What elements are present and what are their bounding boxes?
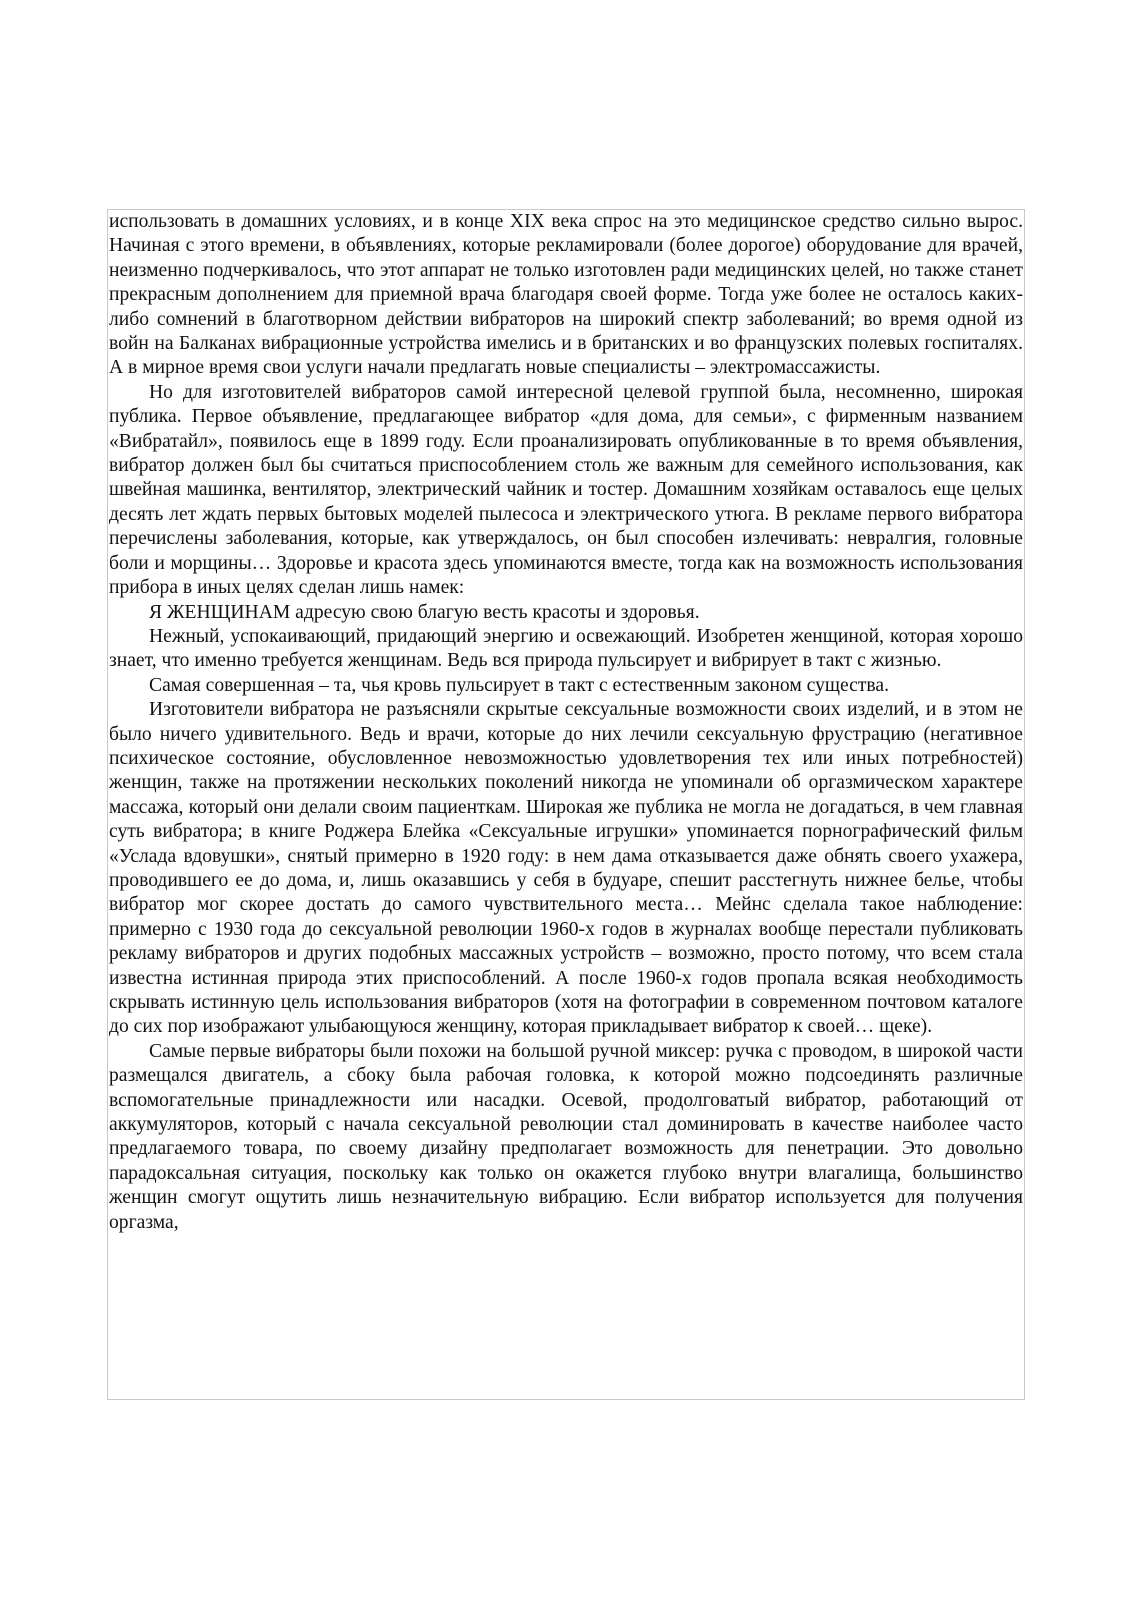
paragraph-2: Но для изготовителей вибраторов самой интересной целевой группой была, несомненно, широкая публика. Первое объявление, предлагающее вибратор «для дома, для семьи», с фирменным названием «Вибратайл», появилось еще в 1899 году. Если проанализировать опубликованные в то время объявления, вибратор должен был бы считаться приспособлением столь же важным для семейного использования, как швейная машинка, вентилятор, электрический чайник и тостер. Домашним хозяйкам оставалось еще целых десять лет ждать первых бытовых моделей пылесоса и электрического утюга. В рекламе первого вибратора перечислены заболевания, которые, как утверждалось, он был способен излечивать: невралгия, головные боли и морщины… Здоровье и красота здесь упоминаются вместе, тогда как на возможность использования прибора в иных целях сделан лишь намек: (109, 381, 1023, 599)
paragraph-6: Изготовители вибратора не разъясняли скрытые сексуальные возможности своих изделий, и в этом не было ничего удивительного. Ведь и врачи, которые до них лечили сексуальную фрустрацию (негативное психическое состояние, обусловленное невозможностью удовлетворения тех или иных потребностей) женщин, также на протяжении нескольких поколений никогда не упоминали об оргазмическом характере массажа, который они делали своим пациенткам. Широкая же публика не могла не догадаться, в чем главная суть вибратора; в книге Роджера Блейка «Сексуальные игрушки» упоминается порнографический фильм «Услада вдовушки», снятый примерно в 1920 году: в нем дама отказывается даже обнять своего ухажера, проводившего ее до дома, и, лишь оказавшись у себя в будуаре, спешит расстегнуть нижнее белье, чтобы вибратор мог скорее достать до самого чувствительного места… Мейнс сделала такое наблюдение: примерно с 1930 года до сексуальной революции 1960-х годов в журналах вообще перестали публиковать рекламу вибраторов и других подобных массажных устройств – возможно, просто потому, что всем стала известна истинная природа этих приспособлений. А после 1960-х годов пропала всякая необходимость скрывать истинную цель использования вибраторов (хотя на фотографии в современном почтовом каталоге до сих пор изображают улыбающуюся женщину, которая прикладывает вибратор к своей… щеке). (109, 699, 1023, 1038)
paragraph-3-quote-title: Я ЖЕНЩИНАМ адресую свою благую весть красоты и здоровья. (149, 601, 700, 623)
paragraph-7: Самые первые вибраторы были похожи на большой ручной миксер: ручка с проводом, в широкой части размещался двигатель, а сбоку была рабочая головка, к которой можно подсоединять различные вспомогательные принадлежности или насадки. Осевой, продолговатый вибратор, работающий от аккумуляторов, который с начала сексуальной революции стал доминировать в качестве наиболее часто предлагаемого товара, по своему дизайну предполагает возможность для пенетрации. Это довольно парадоксальная ситуация, поскольку как только он окажется глубоко внутри влагалища, большинство женщин смогут ощутить лишь незначительную вибрацию. Если вибратор используется для получения оргазма, (109, 1040, 1023, 1233)
paragraph-5-quote: Самая совершенная – та, чья кровь пульсирует в такт с естественным законом существа. (149, 674, 890, 696)
paragraph-1: использовать в домашних условиях, и в конце XIX века спрос на это медицинское средство сильно вырос. Начиная с этого времени, в объявлениях, которые рекламировали (более дорогое) оборудование для врачей, неизменно подчеркивалось, что этот аппарат не только изготовлен ради медицинских целей, но также станет прекрасным дополнением для приемной врача благодаря своей форме. Тогда уже более не осталось каких-либо сомнений в благотворном действии вибраторов на широкий спектр заболеваний; во время одной из войн на Балканах вибрационные устройства имелись и в британских и во французских полевых госпиталях. А в мирное время свои услуги начали предлагать новые специалисты – электромассажисты. (109, 211, 1023, 379)
paragraph-4-quote: Нежный, успокаивающий, придающий энергию и освежающий. Изобретен женщиной, которая хорошо знает, что именно требуется женщинам. Ведь вся природа пульсирует и вибрирует в такт с жизнью. (109, 625, 1023, 672)
text-frame (107, 209, 1025, 1400)
